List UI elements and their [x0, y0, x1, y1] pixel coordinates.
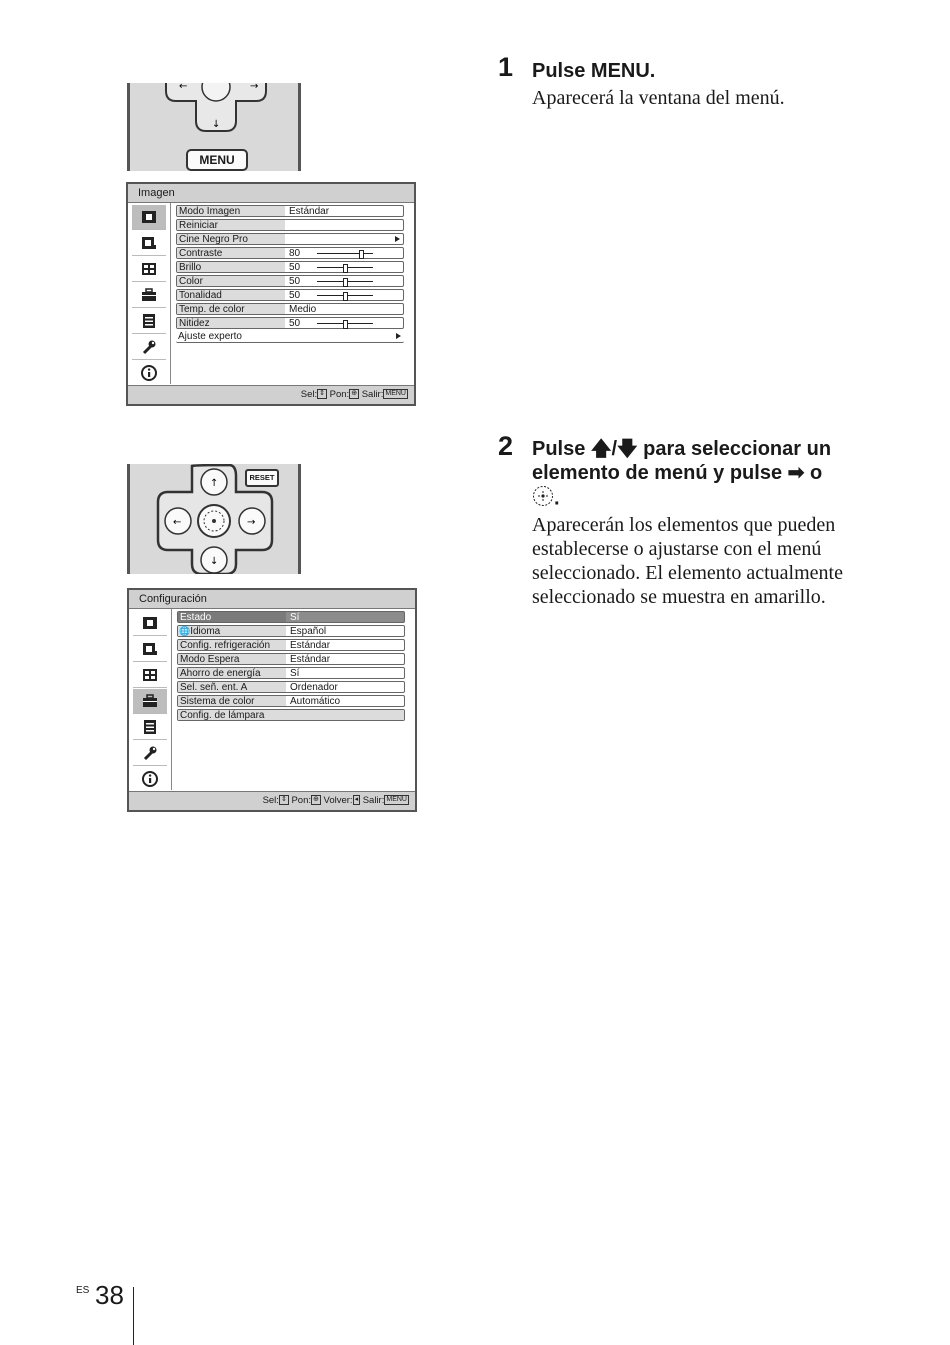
up-down-key-icon: ⇕ [280, 796, 287, 804]
step-1-number: 1 [498, 52, 514, 82]
list-icon[interactable] [132, 309, 166, 334]
enter-key-icon: ⊕ [351, 390, 358, 398]
step-1-body: Aparecerá la ventana del menú. [532, 87, 785, 109]
menu-row-tonalidad[interactable]: Tonalidad 50 [176, 289, 404, 301]
svg-text:←: ← [179, 83, 188, 92]
screen-icon[interactable] [132, 257, 166, 282]
language-icon: 🌐 [179, 626, 191, 636]
slider-knob[interactable] [343, 320, 348, 329]
menu-row-reiniciar[interactable]: Reiniciar [176, 219, 404, 231]
menu-row-sistema-color[interactable]: Sistema de color Automático [177, 695, 405, 707]
svg-text:↓: ↓ [212, 119, 221, 130]
slider-knob[interactable] [343, 292, 348, 301]
step-2-heading: Pulse 🡅/🡇 para seleccionar un elemento de menú y pulse ➡ o . [532, 437, 882, 513]
menu-row-color[interactable]: Color 50 [176, 275, 404, 287]
menu-row-sel-sen-ent-a[interactable]: Sel. señ. ent. A Ordenador [177, 681, 405, 693]
picture-icon[interactable] [132, 205, 166, 230]
osd-menu-configuracion [127, 588, 417, 812]
svg-text:→: → [247, 517, 256, 528]
toolbox-icon[interactable] [133, 689, 167, 714]
info-icon[interactable] [133, 767, 167, 791]
remote-control-dpad [127, 464, 301, 574]
osd-menu-imagen [126, 182, 416, 406]
menu-row-brillo[interactable]: Brillo 50 [176, 261, 404, 273]
menu-row-nitidez[interactable]: Nitidez 50 [176, 317, 404, 329]
menu-row-ajuste-experto[interactable]: Ajuste experto [176, 331, 404, 343]
menu-row-cine-negro-pro[interactable]: Cine Negro Pro [176, 233, 404, 245]
slider[interactable] [317, 267, 373, 268]
menu-footer: Sel: ⇕ Pon: ⊕ Salir: MENU [128, 385, 414, 404]
menu-row-temp-color[interactable]: Temp. de color Medio [176, 303, 404, 315]
info-icon[interactable] [132, 361, 166, 385]
menu-row-config-refrigeracion[interactable]: Config. refrigeración Estándar [177, 639, 405, 651]
svg-text:←: ← [173, 517, 182, 528]
svg-text:↑: ↑ [210, 478, 219, 489]
right-arrow-icon: ➡ [787, 462, 805, 484]
svg-text:→: → [250, 83, 259, 92]
menu-row-contraste[interactable]: Contraste 80 [176, 247, 404, 259]
menu-row-config-lampara[interactable]: Config. de lámpara [177, 709, 405, 721]
slider[interactable] [317, 281, 373, 282]
toolbox-icon[interactable] [132, 283, 166, 308]
reset-button[interactable]: RESET [245, 469, 279, 487]
menu-key-icon: MENU [386, 796, 407, 804]
picture-advanced-icon[interactable] [132, 231, 166, 256]
menu-row-estado[interactable]: Estado Sí [177, 611, 405, 623]
menu-footer: Sel: ⇕ Pon: ⊕ Volver: ◂ Salir: MENU [129, 791, 415, 810]
step-2-number: 2 [498, 431, 514, 461]
slider[interactable] [317, 295, 373, 296]
picture-icon[interactable] [133, 611, 167, 636]
step-2-body: Aparecerán los elementos que pueden establecerse o ajustarse con el menú seleccionado. El elemento actualmente seleccionado se muestra en amarillo. [532, 514, 843, 608]
page-number: 38 [95, 1280, 124, 1310]
page-number-rule [133, 1287, 134, 1345]
enter-key-icon: ⊕ [313, 796, 319, 804]
remote-control-menu [127, 83, 301, 171]
wrench-icon[interactable] [133, 741, 167, 766]
menu-sidebar [128, 203, 171, 384]
menu-button[interactable]: MENU [186, 149, 248, 171]
left-key-icon: ◂ [354, 796, 359, 804]
submenu-arrow-icon [395, 236, 400, 242]
up-down-arrow-icon: 🡅/🡇 [590, 438, 638, 460]
wrench-icon[interactable] [132, 335, 166, 360]
menu-row-idioma[interactable]: 🌐Idioma Español [177, 625, 405, 637]
step-1-heading: Pulse MENU. [532, 60, 656, 82]
picture-advanced-icon[interactable] [133, 637, 167, 662]
menu-row-modo-espera[interactable]: Modo Espera Estándar [177, 653, 405, 665]
slider-knob[interactable] [343, 278, 348, 287]
menu-row-ahorro-energia[interactable]: Ahorro de energía Sí [177, 667, 405, 679]
submenu-arrow-icon [396, 333, 401, 339]
menu-title: Imagen [128, 184, 414, 203]
up-down-key-icon: ⇕ [319, 390, 326, 398]
screen-icon[interactable] [133, 663, 167, 688]
menu-title: Configuración [129, 590, 415, 609]
menu-sidebar [129, 609, 172, 790]
svg-text:↓: ↓ [210, 556, 219, 567]
slider[interactable] [317, 253, 373, 254]
language-code: ES [76, 1285, 90, 1296]
menu-row-modo-imagen[interactable]: Modo Imagen Estándar [176, 205, 404, 217]
menu-key-icon: MENU [385, 390, 406, 398]
enter-button-icon [532, 485, 554, 513]
slider[interactable] [317, 323, 373, 324]
slider-knob[interactable] [359, 250, 364, 259]
list-icon[interactable] [133, 715, 167, 740]
slider-knob[interactable] [343, 264, 348, 273]
